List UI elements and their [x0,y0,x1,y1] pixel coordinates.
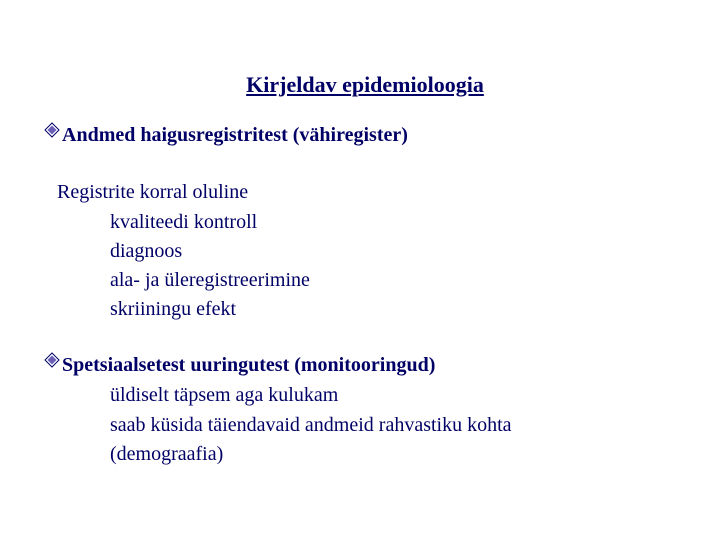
section1-item: ala- ja üleregistreerimine [110,269,310,291]
section1-heading-text: Andmed haigusregistritest (vähiregister) [62,124,408,146]
section1-item: diagnoos [110,240,183,262]
section1-item: kvaliteedi kontroll [110,211,258,233]
diamond-bullet-icon [44,352,60,368]
section1-heading [44,124,408,147]
slide-title: Kirjeldav epidemioloogia [246,72,484,97]
section2-item: (demograafia) [110,443,224,465]
section1-item: skriiningu efekt [110,298,237,320]
diamond-bullet-icon [44,122,60,138]
section1-intro: Registrite korral oluline [57,181,249,203]
section2-heading-text: Spetsiaalsetest uuringutest (monitooringud) [62,354,436,376]
section2-item: üldiselt täpsem aga kulukam [110,384,339,406]
section2-heading [44,354,435,377]
section2-item: saab küsida täiendavaid andmeid rahvastiku kohta [110,414,512,436]
